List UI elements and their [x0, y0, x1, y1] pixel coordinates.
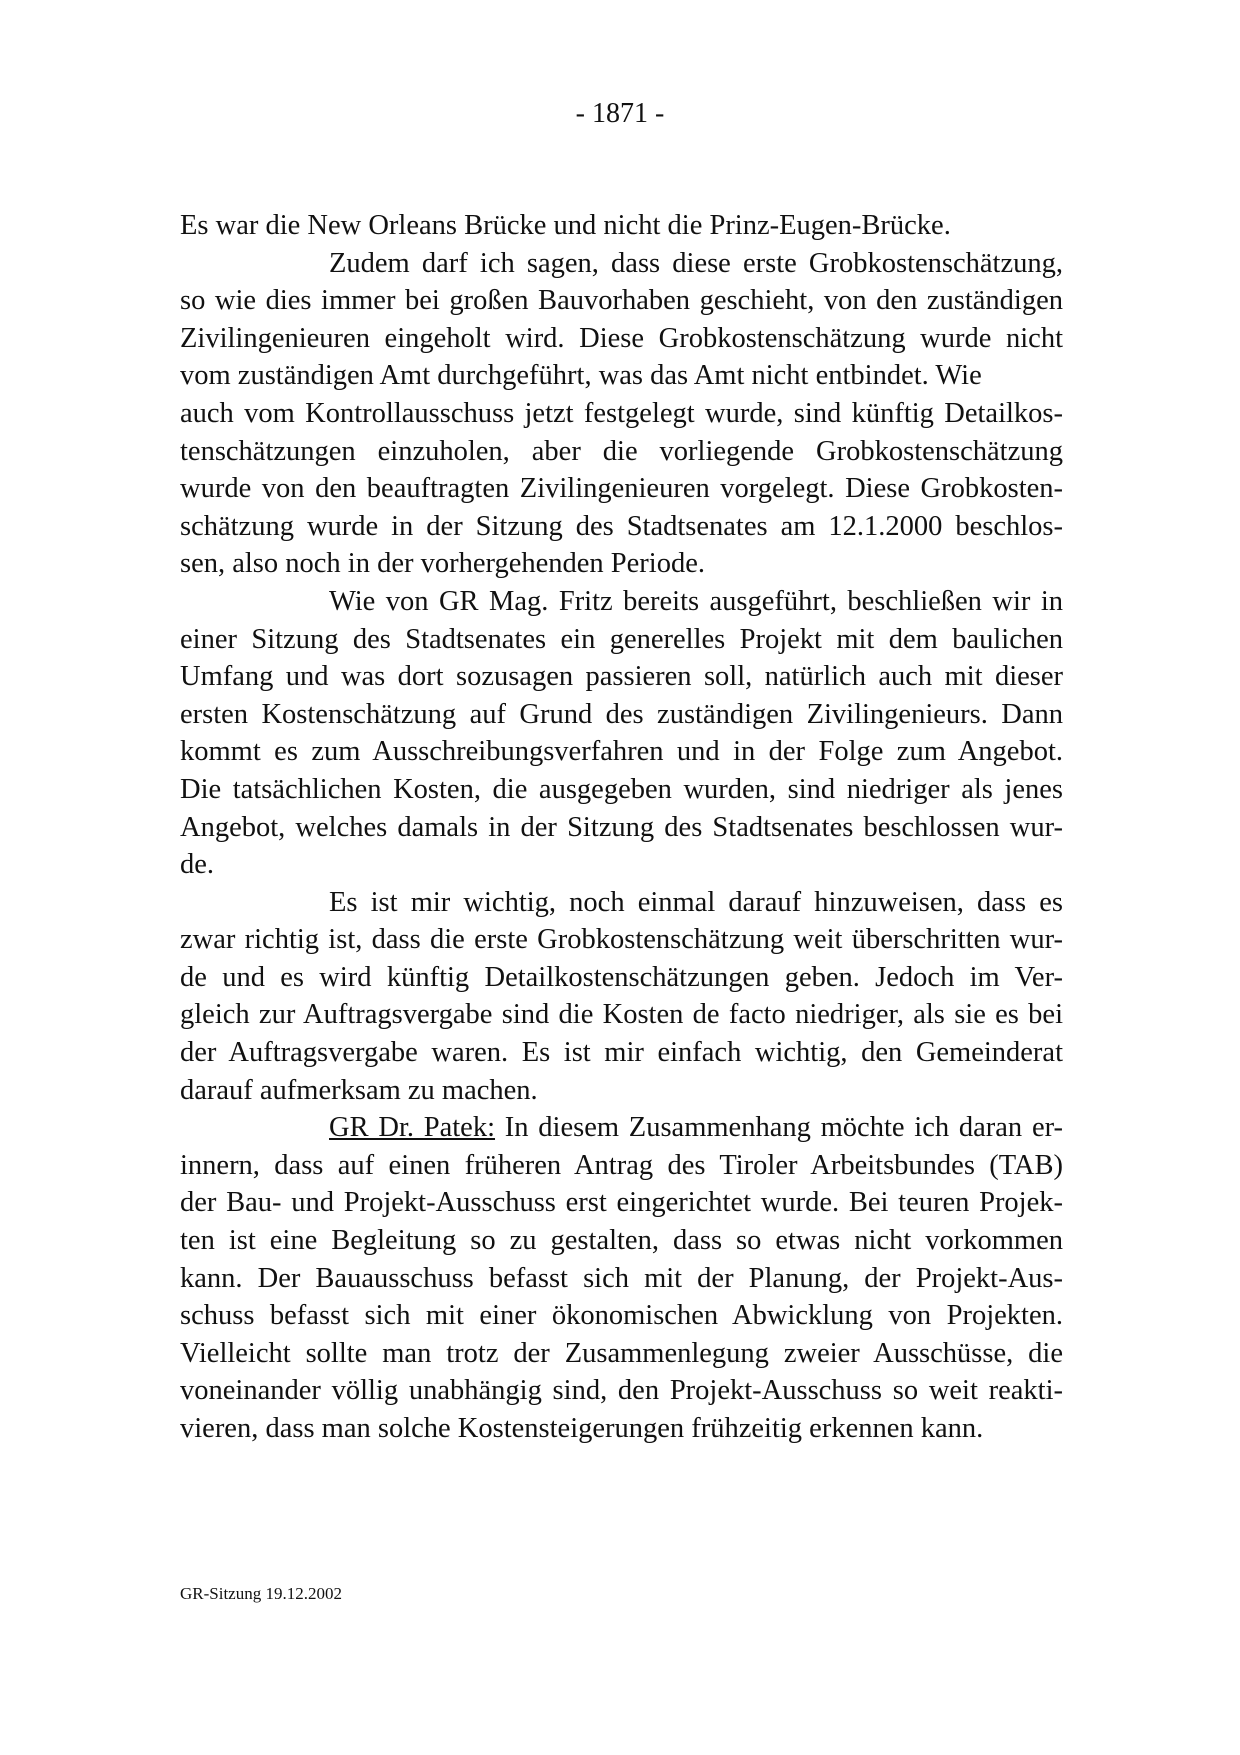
- text-line: gleich zur Auftragsvergabe sind die Kosten de facto niedriger, als sie es bei: [180, 999, 1063, 1031]
- text-line: Zivilingenieuren eingeholt wird. Diese Grobkostenschätzung wurde nicht: [180, 322, 1063, 354]
- text-line: Angebot, welches damals in der Sitzung des Stadtsenates beschlossen wur-: [180, 811, 1063, 843]
- text-line: [180, 1109, 1063, 1147]
- text-line: sen, also noch in der vorhergehenden Periode.: [180, 548, 705, 580]
- text-line: einer Sitzung des Stadtsenates ein generelles Projekt mit dem baulichen: [180, 623, 1063, 655]
- paragraph: [180, 1109, 1063, 1447]
- document-body: [180, 207, 1063, 1448]
- text-line: vom zuständigen Amt durchgeführt, was das Amt nicht entbindet. Wie: [180, 360, 982, 392]
- text-line: Es ist mir wichtig, noch einmal darauf hinzuweisen, dass es: [329, 886, 1063, 918]
- text-line: auch vom Kontrollausschuss jetzt festgelegt wurde, sind künftig Detailkos-: [180, 397, 1063, 429]
- text-line: Vielleicht sollte man trotz der Zusammenlegung zweier Ausschüsse, die: [180, 1337, 1063, 1369]
- text-line: tenschätzungen einzuholen, aber die vorliegende Grobkostenschätzung: [180, 435, 1063, 467]
- text-line: Wie von GR Mag. Fritz bereits ausgeführt, beschließen wir in: [329, 585, 1063, 617]
- text-line: ten ist eine Begleitung so zu gestalten, dass so etwas nicht vorkommen: [180, 1225, 1063, 1257]
- text-line: wurde von den beauftragten Zivilingenieuren vorgelegt. Diese Grobkosten-: [180, 473, 1063, 505]
- text-line: voneinander völlig unabhängig sind, den Projekt-Ausschuss so weit reakti-: [180, 1375, 1063, 1407]
- text-line: so wie dies immer bei großen Bauvorhaben geschieht, von den zuständigen: [180, 285, 1063, 317]
- text-line: Zudem darf ich sagen, dass diese erste Grobkostenschätzung,: [329, 247, 1063, 279]
- text-line: ersten Kostenschätzung auf Grund des zuständigen Zivilingenieurs. Dann: [180, 698, 1063, 730]
- text-line: kommt es zum Ausschreibungsverfahren und in der Folge zum Angebot.: [180, 736, 1063, 768]
- page-number: - 1871 -: [575, 98, 665, 129]
- text-line: schätzung wurde in der Sitzung des Stadtsenates am 12.1.2000 beschlos-: [180, 510, 1063, 542]
- text-line: Es war die New Orleans Brücke und nicht die Prinz-Eugen-Brücke.: [180, 210, 951, 241]
- text-line: Die tatsächlichen Kosten, die ausgegeben wurden, sind niedriger als jenes: [180, 773, 1063, 805]
- text-line: kann. Der Bauausschuss befasst sich mit der Planung, der Projekt-Aus-: [180, 1262, 1063, 1294]
- text-line: der Auftragsvergabe waren. Es ist mir einfach wichtig, den Gemeinderat: [180, 1037, 1063, 1069]
- speaker-name: GR Dr. Patek:: [329, 1112, 496, 1144]
- paragraph: [180, 884, 1063, 1110]
- text-line: innern, dass auf einen früheren Antrag des Tiroler Arbeitsbundes (TAB): [180, 1149, 1063, 1181]
- text-line: zwar richtig ist, dass die erste Grobkostenschätzung weit überschritten wur-: [180, 924, 1063, 956]
- footer-session: GR-Sitzung 19.12.2002: [180, 1584, 342, 1603]
- text-line: de und es wird künftig Detailkostenschätzungen geben. Jedoch im Ver-: [180, 961, 1063, 993]
- speaker-text: In diesem Zusammenhang möchte ich daran er-: [495, 1112, 1064, 1144]
- text-line: der Bau- und Projekt-Ausschuss erst eingerichtet wurde. Bei teuren Projek-: [180, 1187, 1063, 1219]
- text-line: Umfang und was dort sozusagen passieren soll, natürlich auch mit dieser: [180, 661, 1063, 693]
- paragraph: [180, 245, 1063, 583]
- text-line: de.: [180, 849, 215, 881]
- text-line: vieren, dass man solche Kostensteigerungen frühzeitig erkennen kann.: [180, 1413, 984, 1444]
- text-line: darauf aufmerksam zu machen.: [180, 1074, 538, 1106]
- paragraph: [180, 207, 1063, 245]
- text-line: schuss befasst sich mit einer ökonomischen Abwicklung von Projekten.: [180, 1300, 1063, 1332]
- paragraph: [180, 583, 1063, 884]
